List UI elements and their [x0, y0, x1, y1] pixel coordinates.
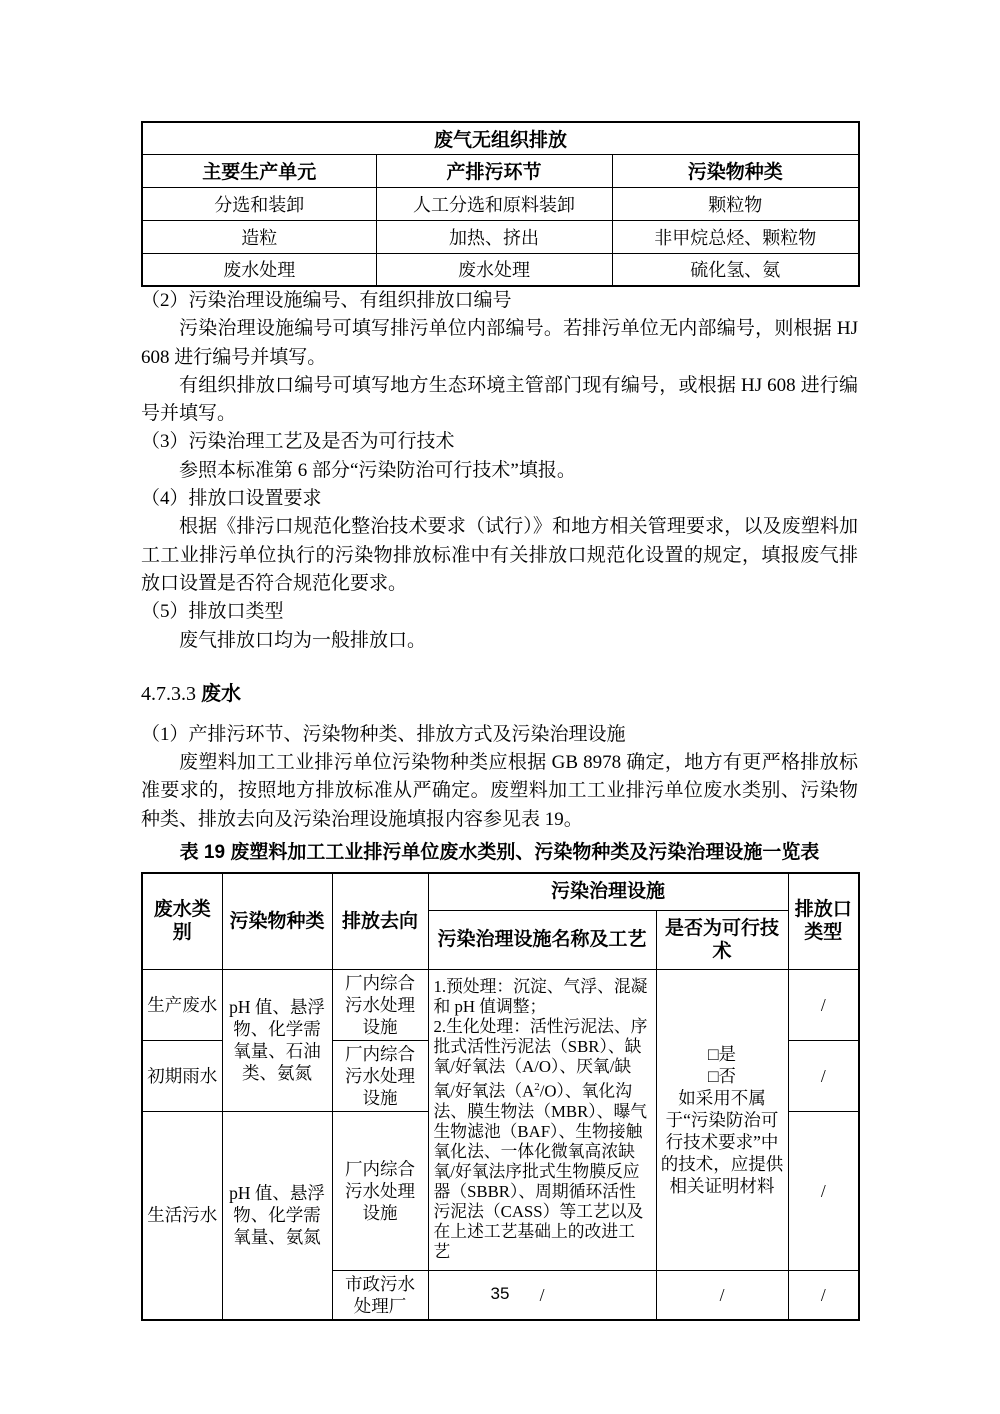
section-number: 4.7.3.3 [141, 682, 196, 705]
gas-table-title-row [142, 122, 859, 154]
gas-col-header-pollutant: 污染物种类 [612, 154, 859, 187]
cell-treatment-process [428, 969, 656, 1270]
checkbox-option-no: □否 [707, 1065, 737, 1086]
gas-table-row [142, 253, 859, 286]
gas-cell: 造粒 [142, 220, 376, 253]
col-header-outlet-type: 排放口类型 [788, 873, 859, 969]
gas-table-row [142, 220, 859, 253]
list-item-3: （3）污染治理工艺及是否为可行技术 [141, 431, 455, 453]
water-table-row-production [142, 969, 859, 1040]
cell-destination-internal: 厂内综合污水处理设施 [332, 1111, 428, 1270]
list-item-4: （4）排放口设置要求 [141, 488, 322, 510]
gas-table-header-row [142, 154, 859, 187]
cell-feasible-slash: / [656, 1270, 788, 1320]
cell-destination-internal: 厂内综合污水处理设施 [332, 969, 428, 1040]
page-number: 35 [490, 1284, 510, 1303]
gas-cell: 硫化氢、氨 [612, 253, 859, 286]
body-paragraph: 参照本标准第 6 部分“污染防治可行技术”填报。 [179, 459, 576, 481]
cell-waste-type-initial-rain: 初期雨水 [142, 1040, 222, 1111]
body-paragraph: 废塑料加工工业排污单位污染物种类应根据 GB 8978 确定，地方有更严格排放标准要求的，按照地方排放标准从严确定。废塑料加工工业排污单位废水类别、污染物种类、排放去向及污染治理设施填报内容参见表 19。 [141, 752, 858, 830]
gas-cell: 分选和装卸 [142, 187, 376, 220]
feasible-note: 如采用不属于“污染防治可行技术要求”中的技术，应提供相关证明材料 [660, 1087, 784, 1196]
body-paragraph: 污染治理设施编号可填写排污单位内部编号。若排污单位无内部编号，则根据 HJ 608 进行编号并填写。 [141, 318, 858, 368]
cell-destination-internal: 厂内综合污水处理设施 [332, 1040, 428, 1111]
section-body-text [141, 721, 858, 834]
cell-treatment-slash: / [428, 1270, 656, 1320]
gas-emission-table [141, 121, 860, 287]
gas-cell: 非甲烷总烃、颗粒物 [612, 220, 859, 253]
cell-outlet-type: / [788, 969, 859, 1040]
body-paragraph: 根据《排污口规范化整治技术要求（试行）》和地方相关管理要求，以及废塑料加工工业排污单位执行的污染物排放标准中有关排放口规范化设置的规定，填报废气排放口设置是否符合规范化要求。 [141, 516, 858, 594]
gas-cell: 加热、挤出 [376, 220, 612, 253]
gas-cell: 颗粒物 [612, 187, 859, 220]
list-item-2: （2）污染治理设施编号、有组织排放口编号 [141, 290, 512, 311]
col-header-waste-type: 废水类别 [142, 873, 222, 969]
cell-destination-municipal: 市政污水处理厂 [332, 1270, 428, 1320]
col-header-feasible: 是否为可行技术 [656, 910, 788, 969]
superscript-2: 2 [534, 1081, 540, 1094]
cell-outlet-type: / [788, 1040, 859, 1111]
gas-col-header-unit: 主要生产单元 [142, 154, 376, 187]
checkbox-option-yes: □是 [707, 1043, 737, 1064]
col-header-treatment-group: 污染治理设施 [428, 873, 788, 910]
cell-waste-type-domestic: 生活污水 [142, 1111, 222, 1320]
gas-table-row [142, 187, 859, 220]
body-paragraph: 有组织排放口编号可填写地方生态环境主管部门现有编号，或根据 HJ 608 进行编号并填写。 [141, 374, 858, 425]
section-heading [141, 679, 858, 709]
list-item-5: （5）排放口类型 [141, 601, 284, 623]
cell-feasible-technology [656, 969, 788, 1270]
treatment-item-2: 2.生化处理：活性污泥法、序批式活性污泥法（SBR）、缺氧/好氧法（A/O）、厌氧/缺氧/好氧法$(A^2/O)$、氧化沟法、膜生物法（MBR）、曝气生物滤池（BAF）、生物接触氧化法、一体化微氧高浓缺氧/好氧法序批式生物膜反应器（SBBR）、周期循环活性污泥法（CASS）等工艺以及在上述工艺基础上的改进工艺 [433, 1017, 648, 1261]
wastewater-table [141, 872, 860, 1321]
gas-cell: 人工分选和原料装卸 [376, 187, 612, 220]
body-paragraph: 废气排放口均为一般排放口。 [179, 629, 427, 651]
col-header-destination: 排放去向 [332, 873, 428, 969]
gas-cell: 废水处理 [142, 253, 376, 286]
cell-pollutants-domestic: pH 值、悬浮物、化学需氧量、氨氮 [222, 1111, 332, 1320]
gas-col-header-process: 产排污环节 [376, 154, 612, 187]
treatment-item-1: 1.预处理：沉淀、气浮、混凝和 pH 值调整； [433, 977, 648, 1017]
cell-waste-type-production: 生产废水 [142, 969, 222, 1040]
col-header-pollutant: 污染物种类 [222, 873, 332, 969]
water-table-header-row-1 [142, 873, 859, 910]
table-19-caption: 表 19 废塑料加工工业排污单位废水类别、污染物种类及污染治理设施一览表 [179, 842, 820, 864]
gas-table-title: 废气无组织排放 [142, 122, 859, 154]
cell-outlet-type: / [788, 1270, 859, 1320]
body-text [141, 287, 858, 655]
col-header-treatment-name: 污染治理设施名称及工艺 [428, 910, 656, 969]
page-content [141, 121, 858, 1321]
gas-cell: 废水处理 [376, 253, 612, 286]
cell-pollutants-production-rain: pH 值、悬浮物、化学需氧量、石油类、氨氮 [222, 969, 332, 1111]
section-title: 废水 [201, 682, 241, 705]
list-item-1: （1）产排污环节、污染物种类、排放方式及污染治理设施 [141, 723, 626, 745]
cell-outlet-type: / [788, 1111, 859, 1270]
